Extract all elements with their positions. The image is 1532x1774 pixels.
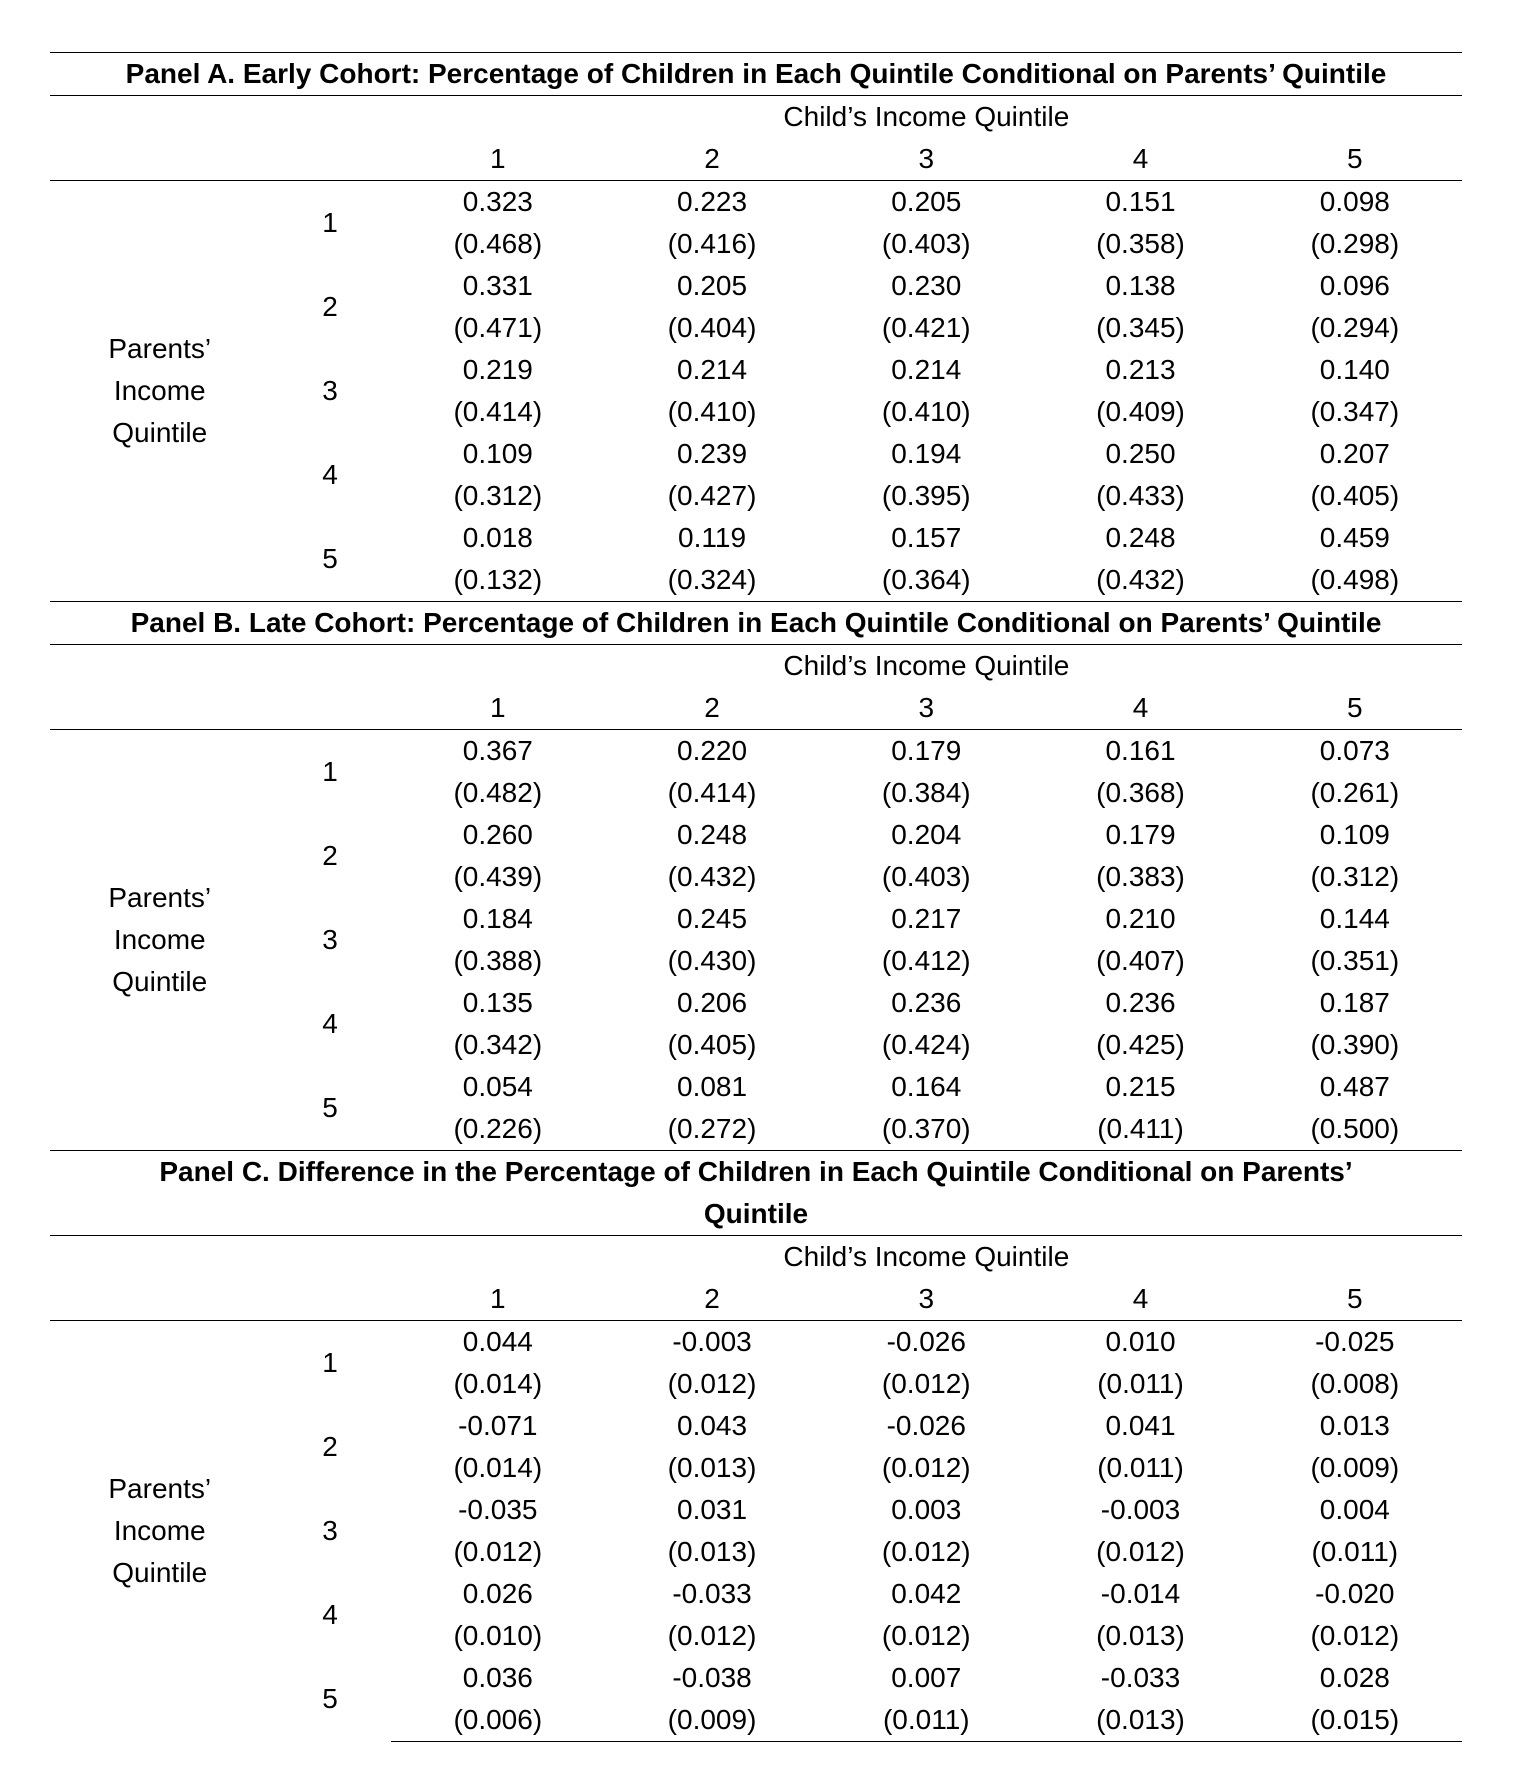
column-number: 5 (1347, 143, 1363, 174)
estimate-cell: 0.081 (677, 1071, 748, 1102)
estimate-cell: 0.026 (462, 1578, 533, 1609)
estimate-cell: -0.020 (1315, 1578, 1395, 1609)
column-number: 2 (704, 692, 720, 723)
panel-title-row (50, 602, 1462, 645)
std-error-cell: (0.010) (453, 1620, 543, 1651)
estimate-cell: 0.109 (462, 438, 533, 469)
estimate-cell: -0.003 (1100, 1494, 1181, 1525)
std-error-cell: (0.409) (1096, 396, 1185, 427)
estimate-cell: 0.187 (1319, 987, 1390, 1018)
parent-quintile-number: 5 (322, 543, 338, 574)
parent-quintile-number: 2 (322, 1431, 338, 1462)
estimate-cell: 0.119 (678, 522, 747, 553)
estimate-cell: 0.323 (391, 181, 605, 224)
column-number: 1 (490, 143, 506, 174)
estimate-cell: 0.213 (1105, 354, 1176, 385)
estimate-cell: 0.248 (677, 819, 748, 850)
value-row (50, 1321, 1462, 1364)
std-error-cell: (0.364) (881, 564, 971, 595)
column-number: 2 (704, 1283, 720, 1314)
parent-quintile-number: 3 (322, 1515, 338, 1546)
std-error-cell: (0.226) (453, 1113, 543, 1144)
estimate-cell: -0.026 (886, 1410, 966, 1441)
estimate-cell: 0.151 (1033, 181, 1247, 224)
panel-title (50, 1151, 1462, 1236)
std-error-cell: (0.012) (1096, 1536, 1185, 1567)
empty-cell (50, 96, 269, 139)
estimate-cell: 0.219 (462, 354, 533, 385)
std-error-cell: (0.368) (1096, 777, 1185, 808)
column-number-row (50, 138, 1462, 181)
estimate-cell: 0.004 (1319, 1494, 1390, 1525)
parent-quintile-number: 1 (269, 730, 390, 815)
empty-cell (269, 645, 390, 688)
empty-cell (269, 138, 390, 181)
estimate-cell: 0.010 (1033, 1321, 1247, 1364)
estimate-cell: 0.140 (1319, 354, 1390, 385)
std-error-cell: (0.395) (881, 480, 971, 511)
std-error-cell: (0.012) (881, 1452, 971, 1483)
std-error-cell: (0.411) (1097, 1113, 1184, 1144)
std-error-cell: (0.414) (667, 777, 757, 808)
std-error-cell: (0.009) (605, 1699, 819, 1742)
column-group-header-row (50, 645, 1462, 688)
std-error-cell: (0.272) (667, 1113, 757, 1144)
std-error-cell: (0.410) (881, 396, 971, 427)
estimate-cell: 0.184 (462, 903, 533, 934)
std-error-cell: (0.410) (667, 396, 757, 427)
std-error-cell: (0.421) (881, 312, 971, 343)
std-error-cell: (0.012) (1310, 1620, 1400, 1651)
estimate-cell: 0.098 (1248, 181, 1462, 224)
std-error-cell: (0.383) (1096, 861, 1185, 892)
estimate-cell: -0.035 (458, 1494, 538, 1525)
empty-cell (50, 687, 269, 730)
estimate-cell: 0.214 (677, 354, 748, 385)
parents-income-quintile-label (50, 1321, 269, 1742)
row-label-word: Parents’ (108, 1473, 212, 1505)
estimate-cell: 0.250 (1105, 438, 1176, 469)
std-error-cell: (0.425) (1096, 1029, 1185, 1060)
estimate-cell: 0.207 (1319, 438, 1390, 469)
child-income-quintile-header: Child’s Income Quintile (391, 645, 1462, 688)
column-number: 5 (1347, 692, 1363, 723)
estimate-cell: 0.054 (462, 1071, 533, 1102)
std-error-cell: (0.482) (453, 777, 543, 808)
mobility-table (50, 52, 1462, 1742)
empty-cell (269, 687, 390, 730)
estimate-cell: -0.025 (1248, 1321, 1462, 1364)
std-error-cell: (0.012) (881, 1620, 971, 1651)
parent-quintile-number: 5 (322, 1092, 338, 1123)
std-error-cell: (0.013) (1033, 1699, 1247, 1742)
row-label-word: Quintile (112, 966, 208, 997)
std-error-cell: (0.347) (1310, 396, 1400, 427)
empty-cell (50, 645, 269, 688)
column-number: 1 (490, 692, 506, 723)
estimate-cell: 0.036 (462, 1662, 533, 1693)
std-error-cell: (0.370) (881, 1113, 971, 1144)
row-label-word: Income (113, 1515, 206, 1547)
parents-income-quintile-label (50, 181, 269, 602)
empty-cell (269, 96, 390, 139)
std-error-cell: (0.471) (453, 312, 543, 343)
parent-quintile-number: 2 (322, 291, 338, 322)
estimate-cell: -0.026 (819, 1321, 1033, 1364)
std-error-cell: (0.345) (1096, 312, 1185, 343)
std-error-cell: (0.011) (1097, 1368, 1184, 1399)
estimate-cell: 0.204 (891, 819, 962, 850)
std-error-cell: (0.416) (667, 228, 757, 259)
parent-quintile-number: 4 (322, 1008, 338, 1039)
row-label-word: Quintile (112, 1557, 208, 1589)
estimate-cell: 0.073 (1248, 730, 1462, 773)
std-error-cell: (0.014) (453, 1452, 543, 1483)
std-error-cell: (0.427) (667, 480, 757, 511)
estimate-cell: -0.033 (672, 1578, 752, 1609)
parent-quintile-number: 3 (322, 924, 338, 955)
column-number: 5 (1347, 1283, 1363, 1314)
std-error-cell: (0.012) (881, 1368, 971, 1399)
estimate-cell: 0.205 (677, 270, 748, 301)
panel-title (50, 53, 1462, 96)
std-error-cell: (0.351) (1310, 945, 1400, 976)
estimate-cell: 0.194 (891, 438, 962, 469)
parents-income-quintile-label (50, 730, 269, 1151)
estimate-cell: 0.157 (891, 522, 962, 553)
estimate-cell: 0.210 (1105, 903, 1176, 934)
std-error-cell: (0.312) (1310, 861, 1400, 892)
column-number: 1 (490, 1283, 506, 1314)
empty-cell (50, 1278, 269, 1321)
std-error-cell: (0.498) (1310, 564, 1400, 595)
estimate-cell: 0.217 (891, 903, 962, 934)
estimate-cell: 0.018 (462, 522, 533, 553)
estimate-cell: 0.043 (677, 1410, 748, 1441)
panel-title-text: Panel A. Early Cohort: Percentage of Children in Each Quintile Conditional on Parents’ Quintile (125, 58, 1387, 89)
std-error-cell: (0.342) (453, 1029, 543, 1060)
panel-title-row (50, 1151, 1462, 1236)
parent-quintile-number: 1 (269, 1321, 390, 1406)
std-error-cell: (0.500) (1310, 1113, 1400, 1144)
estimate-cell: 0.135 (462, 987, 533, 1018)
empty-cell (269, 1236, 390, 1279)
parent-quintile-number: 4 (322, 459, 338, 490)
estimate-cell: 0.248 (1105, 522, 1176, 553)
estimate-cell: 0.003 (891, 1494, 962, 1525)
std-error-cell: (0.013) (667, 1452, 757, 1483)
column-number: 3 (918, 692, 935, 723)
parent-quintile-number: 2 (322, 840, 338, 871)
column-number-row (50, 687, 1462, 730)
panel-title (50, 602, 1462, 645)
std-error-cell: (0.012) (453, 1536, 543, 1567)
std-error-cell: (0.132) (453, 564, 543, 595)
value-row (50, 730, 1462, 773)
row-label-word: Quintile (112, 417, 208, 448)
estimate-cell: 0.367 (391, 730, 605, 773)
std-error-cell: (0.009) (1310, 1452, 1400, 1483)
estimate-cell: 0.230 (891, 270, 962, 301)
estimate-cell: 0.179 (1105, 819, 1176, 850)
estimate-cell: 0.236 (891, 987, 962, 1018)
estimate-cell: 0.161 (1033, 730, 1247, 773)
parent-quintile-number: 3 (322, 375, 338, 406)
column-group-header-row (50, 1236, 1462, 1279)
value-row (50, 181, 1462, 224)
quintile-transition-table (50, 52, 1462, 1742)
estimate-cell: 0.007 (891, 1662, 962, 1693)
panel-title-text: Panel B. Late Cohort: Percentage of Children in Each Quintile Conditional on Parents’ Quintile (130, 607, 1382, 638)
std-error-cell: (0.439) (453, 861, 543, 892)
estimate-cell: 0.013 (1319, 1410, 1390, 1441)
std-error-cell: (0.403) (881, 861, 971, 892)
panel-title-row (50, 53, 1462, 96)
estimate-cell: -0.014 (1100, 1578, 1181, 1609)
column-number-row (50, 1278, 1462, 1321)
estimate-cell: 0.215 (1105, 1071, 1176, 1102)
estimate-cell: -0.038 (672, 1662, 752, 1693)
std-error-cell: (0.358) (1096, 228, 1185, 259)
column-number: 3 (918, 1283, 935, 1314)
estimate-cell: 0.179 (819, 730, 1033, 773)
estimate-cell: 0.260 (462, 819, 533, 850)
std-error-cell: (0.407) (1096, 945, 1185, 976)
std-error-cell: (0.432) (667, 861, 757, 892)
std-error-cell: (0.424) (881, 1029, 971, 1060)
std-error-cell: (0.011) (1097, 1452, 1184, 1483)
std-error-cell: (0.008) (1310, 1368, 1400, 1399)
std-error-cell: (0.012) (881, 1536, 971, 1567)
std-error-cell: (0.405) (1310, 480, 1400, 511)
std-error-cell: (0.430) (667, 945, 757, 976)
column-number: 2 (704, 143, 720, 174)
std-error-cell: (0.405) (667, 1029, 757, 1060)
std-error-cell: (0.414) (453, 396, 543, 427)
column-number: 4 (1132, 1283, 1149, 1314)
std-error-cell: (0.388) (453, 945, 543, 976)
std-error-cell: (0.011) (1311, 1536, 1399, 1567)
std-error-cell: (0.014) (453, 1368, 543, 1399)
column-number: 3 (918, 143, 935, 174)
estimate-cell: 0.042 (891, 1578, 962, 1609)
estimate-cell: 0.245 (677, 903, 748, 934)
empty-cell (50, 138, 269, 181)
row-label-word: Income (113, 924, 206, 955)
estimate-cell: 0.096 (1319, 270, 1390, 301)
estimate-cell: 0.109 (1319, 819, 1390, 850)
parent-quintile-number: 4 (322, 1599, 338, 1630)
empty-cell (50, 1236, 269, 1279)
row-label-word: Parents’ (108, 333, 212, 364)
column-number: 4 (1132, 143, 1149, 174)
estimate-cell: 0.220 (605, 730, 819, 773)
std-error-cell: (0.013) (1096, 1620, 1185, 1651)
parent-quintile-number: 1 (269, 181, 390, 266)
std-error-cell: (0.294) (1310, 312, 1400, 343)
std-error-cell: (0.324) (667, 564, 757, 595)
std-error-cell: (0.015) (1248, 1699, 1462, 1742)
std-error-cell: (0.390) (1310, 1029, 1400, 1060)
std-error-cell: (0.468) (453, 228, 543, 259)
estimate-cell: 0.236 (1105, 987, 1176, 1018)
estimate-cell: 0.205 (819, 181, 1033, 224)
std-error-cell: (0.012) (667, 1368, 757, 1399)
std-error-cell: (0.298) (1310, 228, 1400, 259)
estimate-cell: 0.223 (605, 181, 819, 224)
std-error-cell: (0.312) (453, 480, 543, 511)
std-error-cell: (0.006) (391, 1699, 605, 1742)
child-income-quintile-header: Child’s Income Quintile (391, 1236, 1462, 1279)
panel-title-line: Quintile (703, 1198, 809, 1229)
estimate-cell: 0.206 (677, 987, 748, 1018)
child-income-quintile-header: Child’s Income Quintile (391, 96, 1462, 139)
estimate-cell: 0.028 (1319, 1662, 1390, 1693)
std-error-cell: (0.261) (1310, 777, 1400, 808)
estimate-cell: 0.459 (1319, 522, 1390, 553)
estimate-cell: 0.138 (1105, 270, 1176, 301)
std-error-cell: (0.432) (1096, 564, 1185, 595)
estimate-cell: 0.044 (391, 1321, 605, 1364)
std-error-cell: (0.433) (1096, 480, 1185, 511)
std-error-cell: (0.012) (667, 1620, 757, 1651)
estimate-cell: 0.331 (462, 270, 533, 301)
estimate-cell: 0.041 (1105, 1410, 1176, 1441)
std-error-cell: (0.384) (881, 777, 971, 808)
estimate-cell: 0.214 (891, 354, 962, 385)
std-error-cell: (0.403) (881, 228, 971, 259)
estimate-cell: -0.033 (1100, 1662, 1181, 1693)
estimate-cell: 0.144 (1319, 903, 1390, 934)
estimate-cell: 0.031 (677, 1494, 748, 1525)
row-label-word: Income (113, 375, 206, 406)
row-label-word: Parents’ (108, 882, 212, 913)
panel-title-line: Panel C. Difference in the Percentage of Children in Each Quintile Conditional on Parents’ (159, 1156, 1353, 1187)
std-error-cell: (0.013) (667, 1536, 757, 1567)
estimate-cell: 0.164 (891, 1071, 962, 1102)
parent-quintile-number: 5 (322, 1683, 338, 1715)
estimate-cell: -0.071 (458, 1410, 538, 1441)
estimate-cell: 0.487 (1319, 1071, 1390, 1102)
estimate-cell: 0.239 (677, 438, 748, 469)
column-group-header-row (50, 96, 1462, 139)
std-error-cell: (0.404) (667, 312, 757, 343)
std-error-cell: (0.011) (819, 1699, 1033, 1742)
column-number: 4 (1132, 692, 1149, 723)
empty-cell (269, 1278, 390, 1321)
std-error-cell: (0.412) (881, 945, 971, 976)
estimate-cell: -0.003 (605, 1321, 819, 1364)
